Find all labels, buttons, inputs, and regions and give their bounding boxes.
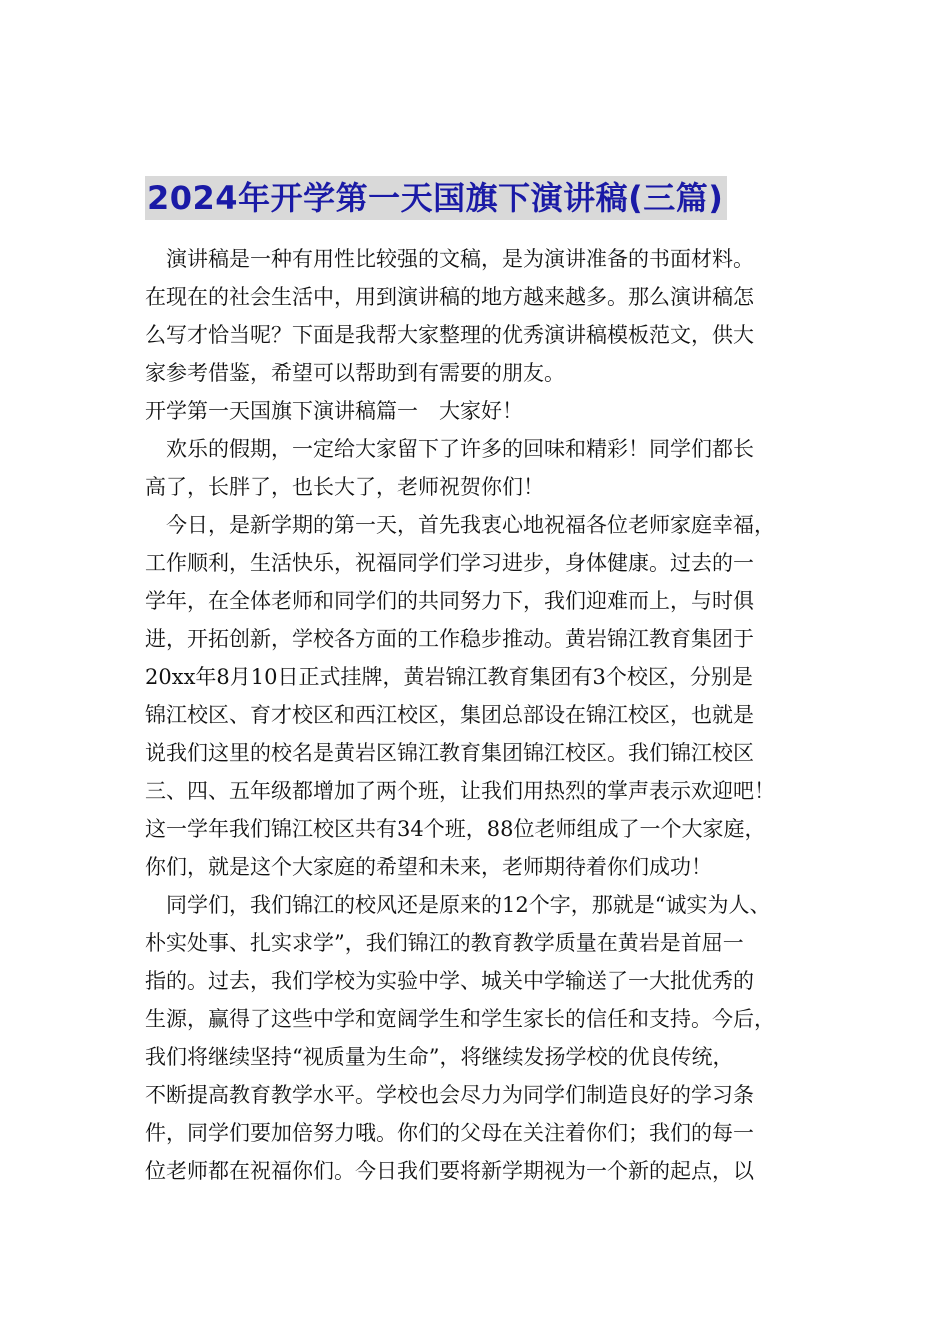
document-title: 2024年开学第一天国旗下演讲稿(三篇) <box>145 176 727 220</box>
body-line: 么写才恰当呢？下面是我帮大家整理的优秀演讲稿模板范文，供大 <box>145 323 754 347</box>
body-line: 件，同学们要加倍努力哦。你们的父母在关注着你们；我们的每一 <box>145 1121 754 1145</box>
body-line: 20xx年8月10日正式挂牌，黄岩锦江教育集团有3个校区，分别是 <box>145 665 753 689</box>
body-line: 三、四、五年级都增加了两个班，让我们用热烈的掌声表示欢迎吧！ <box>145 779 775 803</box>
body-line: 演讲稿是一种有用性比较强的文稿，是为演讲准备的书面材料。 <box>166 247 754 271</box>
body-line: 位老师都在祝福你们。今日我们要将新学期视为一个新的起点，以 <box>145 1159 754 1183</box>
body-line: 你们，就是这个大家庭的希望和未来，老师期待着你们成功！ <box>145 855 712 879</box>
title-container <box>145 176 805 222</box>
body-line: 高了，长胖了，也长大了，老师祝贺你们！ <box>145 475 544 499</box>
body-line: 我们将继续坚持“视质量为生命”，将继续发扬学校的优良传统， <box>145 1045 734 1069</box>
body-line: 工作顺利，生活快乐，祝福同学们学习进步，身体健康。过去的一 <box>145 551 754 575</box>
body-line: 进，开拓创新，学校各方面的工作稳步推动。黄岩锦江教育集团于 <box>145 627 754 651</box>
body-line: 朴实处事、扎实求学”，我们锦江的教育教学质量在黄岩是首屈一 <box>145 931 744 955</box>
body-line: 这一学年我们锦江校区共有34个班，88位老师组成了一个大家庭， <box>145 817 766 841</box>
section-heading-line: 开学第一天国旗下演讲稿篇一 大家好！ <box>145 399 523 423</box>
document-body <box>145 240 810 1190</box>
body-line: 指的。过去，我们学校为实验中学、城关中学输送了一大批优秀的 <box>145 969 754 993</box>
body-line: 生源，赢得了这些中学和宽阔学生和学生家长的信任和支持。今后， <box>145 1007 775 1031</box>
body-line: 欢乐的假期，一定给大家留下了许多的回味和精彩！同学们都长 <box>166 437 754 461</box>
body-line: 学年，在全体老师和同学们的共同努力下，我们迎难而上，与时俱 <box>145 589 754 613</box>
body-line: 说我们这里的校名是黄岩区锦江教育集团锦江校区。我们锦江校区 <box>145 741 754 765</box>
body-line: 家参考借鉴，希望可以帮助到有需要的朋友。 <box>145 361 565 385</box>
body-line: 不断提高教育教学水平。学校也会尽力为同学们制造良好的学习条 <box>145 1083 754 1107</box>
body-line: 今日，是新学期的第一天，首先我衷心地祝福各位老师家庭幸福， <box>166 513 775 537</box>
body-line: 锦江校区、育才校区和西江校区，集团总部设在锦江校区，也就是 <box>145 703 754 727</box>
body-line: 同学们，我们锦江的校风还是原来的12个字，那就是“诚实为人、 <box>166 893 771 917</box>
body-line: 在现在的社会生活中，用到演讲稿的地方越来越多。那么演讲稿怎 <box>145 285 754 309</box>
